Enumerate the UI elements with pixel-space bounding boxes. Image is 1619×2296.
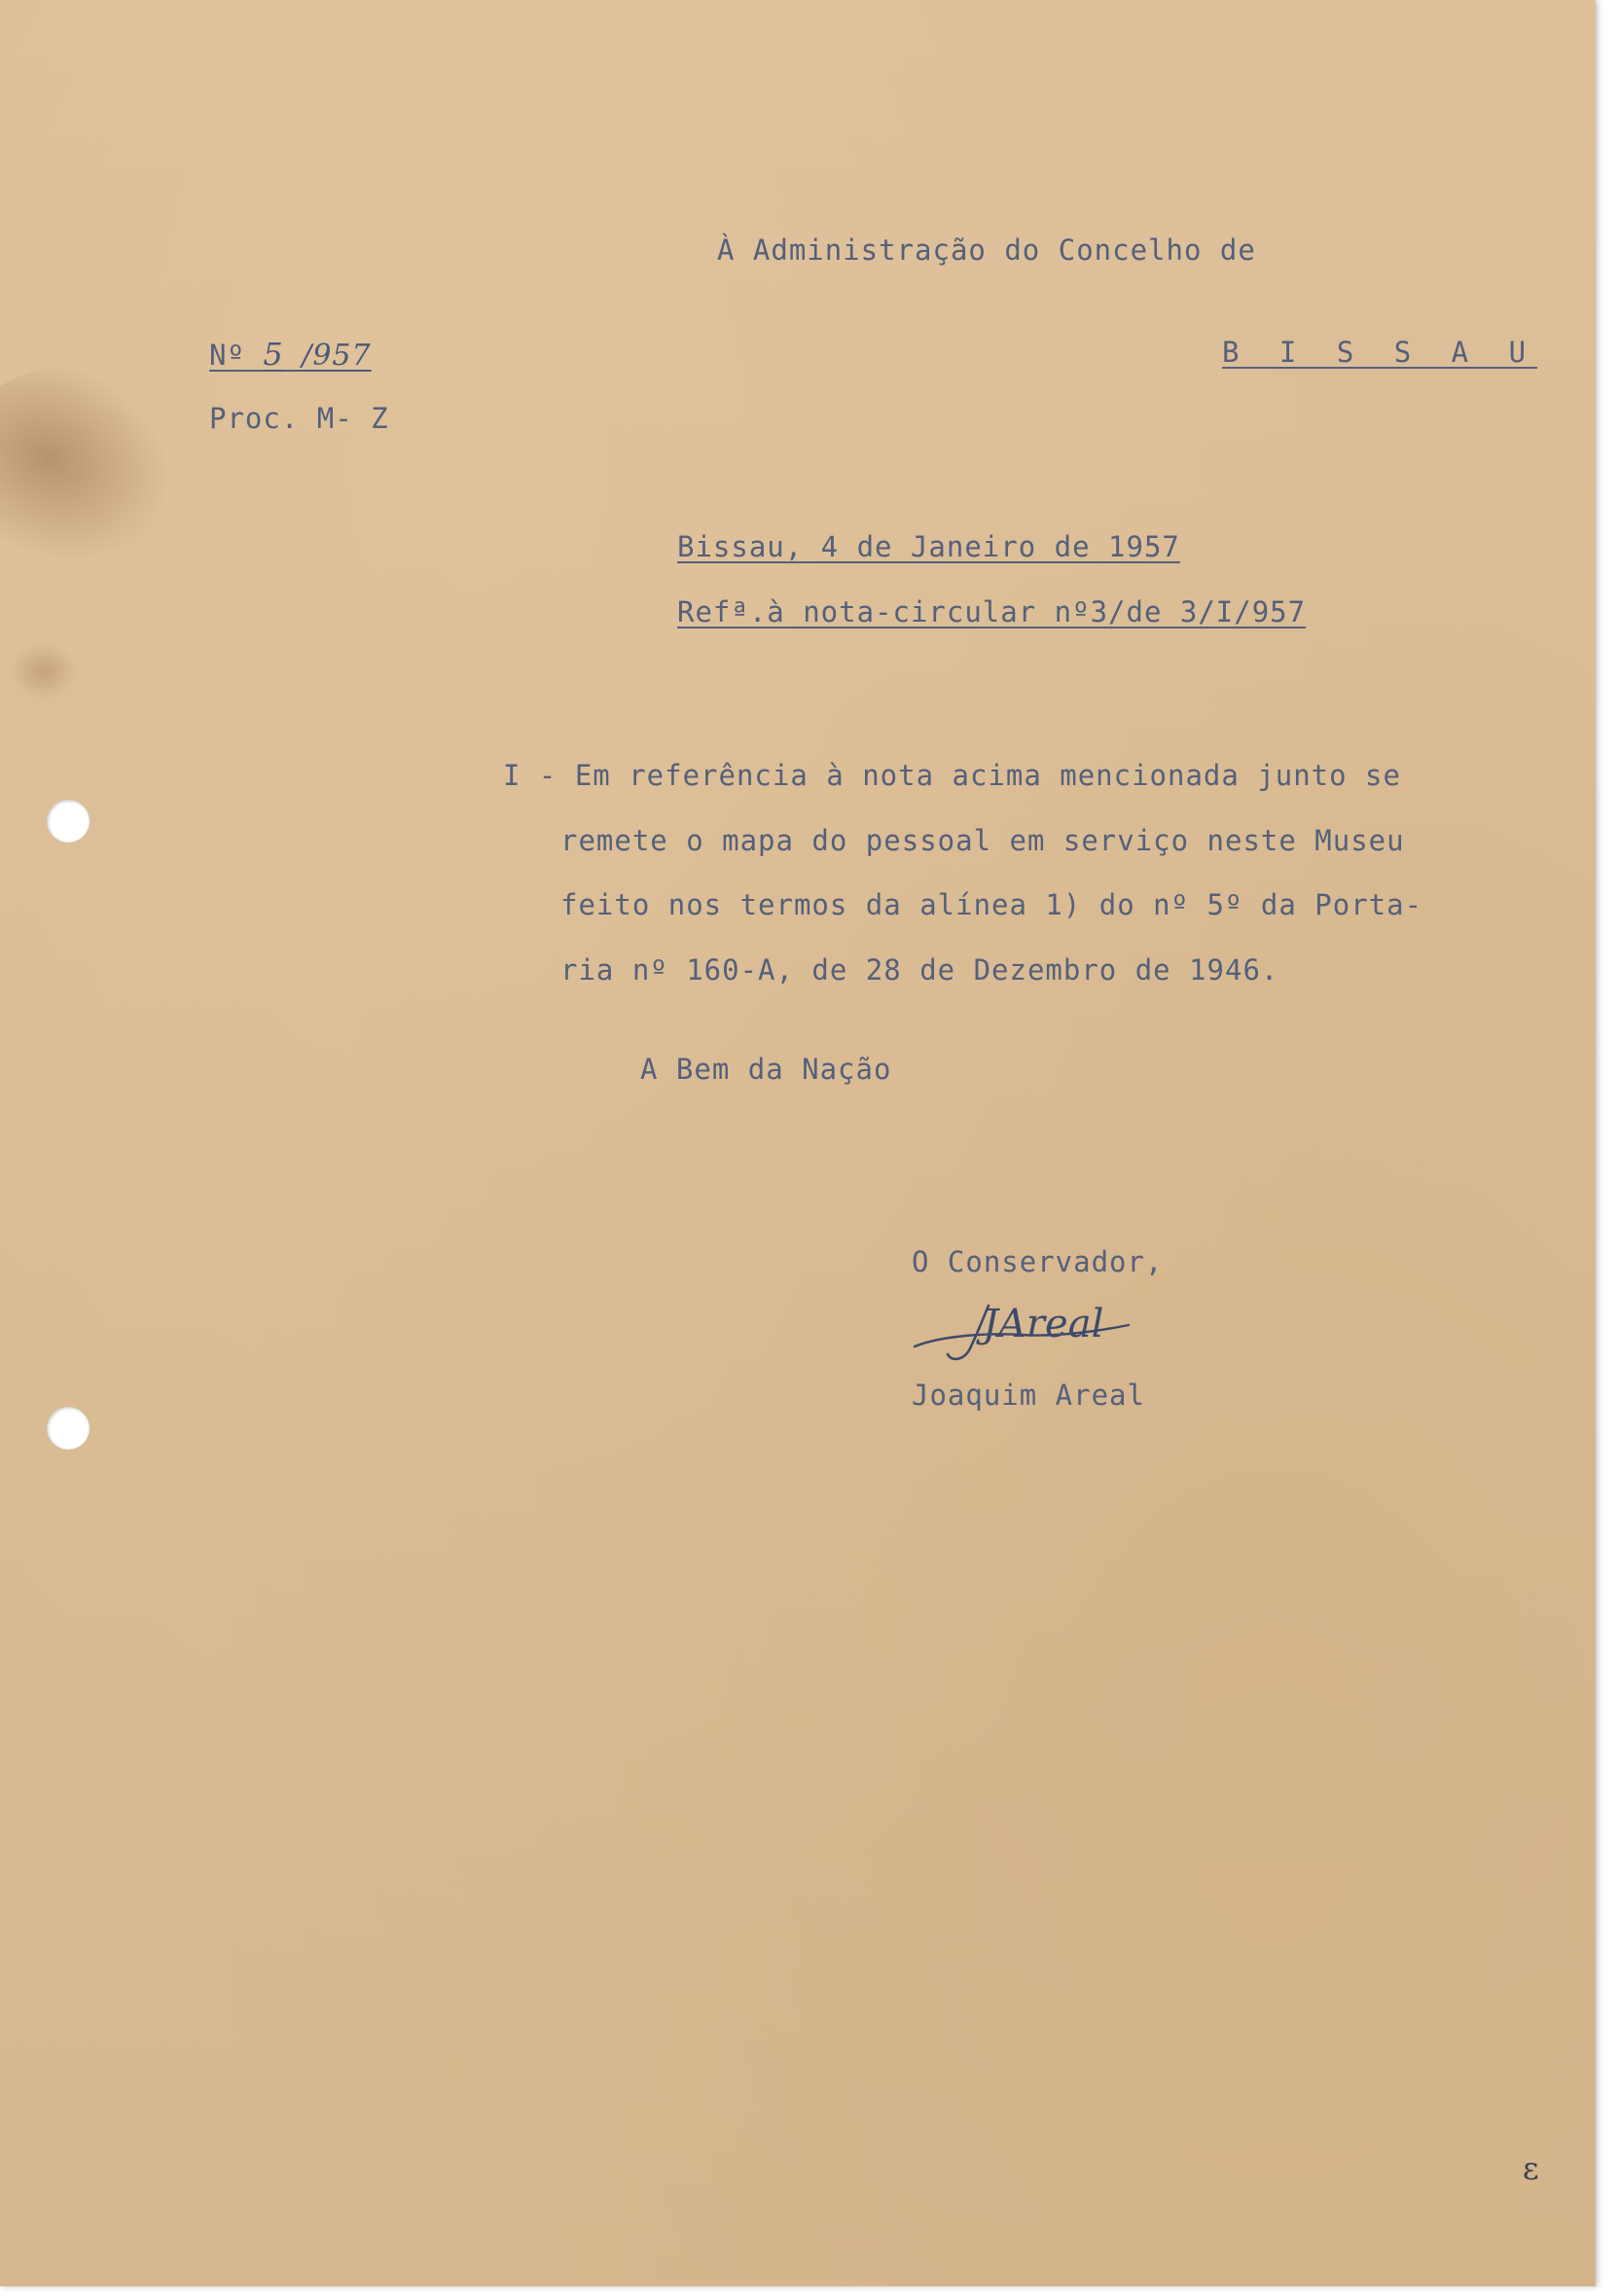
signatory-name: Joaquim Areal xyxy=(912,1379,1145,1412)
margin-mark: ɛ xyxy=(1523,2150,1539,2187)
body-line-3: feito nos termos da alínea 1) do nº 5º da Porta- xyxy=(560,888,1423,921)
signature-text: JAreal xyxy=(983,1302,1104,1346)
stain-mark-small xyxy=(10,642,78,700)
number-year: /957 xyxy=(302,339,372,373)
handwritten-signature xyxy=(905,1286,1177,1374)
stain-mark xyxy=(0,334,206,600)
note-reference: Refª.à nota-circular nº3/de 3/I/957 xyxy=(677,595,1307,628)
body-line-4: ria nº 160-A, de 28 de Dezembro de 1946. xyxy=(560,953,1279,987)
date-line: Bissau, 4 de Janeiro de 1957 xyxy=(677,530,1180,563)
recipient-place: B I S S A U xyxy=(1222,336,1538,369)
number-value: 5 xyxy=(263,336,284,373)
body-line-2: remete o mapa do pessoal em serviço neste Museu xyxy=(560,824,1405,857)
process-reference: Proc. M- Z xyxy=(209,402,389,435)
signatory-title: O Conservador, xyxy=(912,1245,1164,1278)
body-line-1: I - Em referência à nota acima mencionada junto se xyxy=(503,759,1401,792)
recipient-line: À Administração do Concelho de xyxy=(717,233,1256,267)
punch-hole-bottom xyxy=(47,1407,90,1450)
reference-number xyxy=(209,336,372,373)
number-label: Nº xyxy=(209,339,245,372)
salutation: A Bem da Nação xyxy=(640,1053,892,1086)
punch-hole-top xyxy=(47,800,90,843)
